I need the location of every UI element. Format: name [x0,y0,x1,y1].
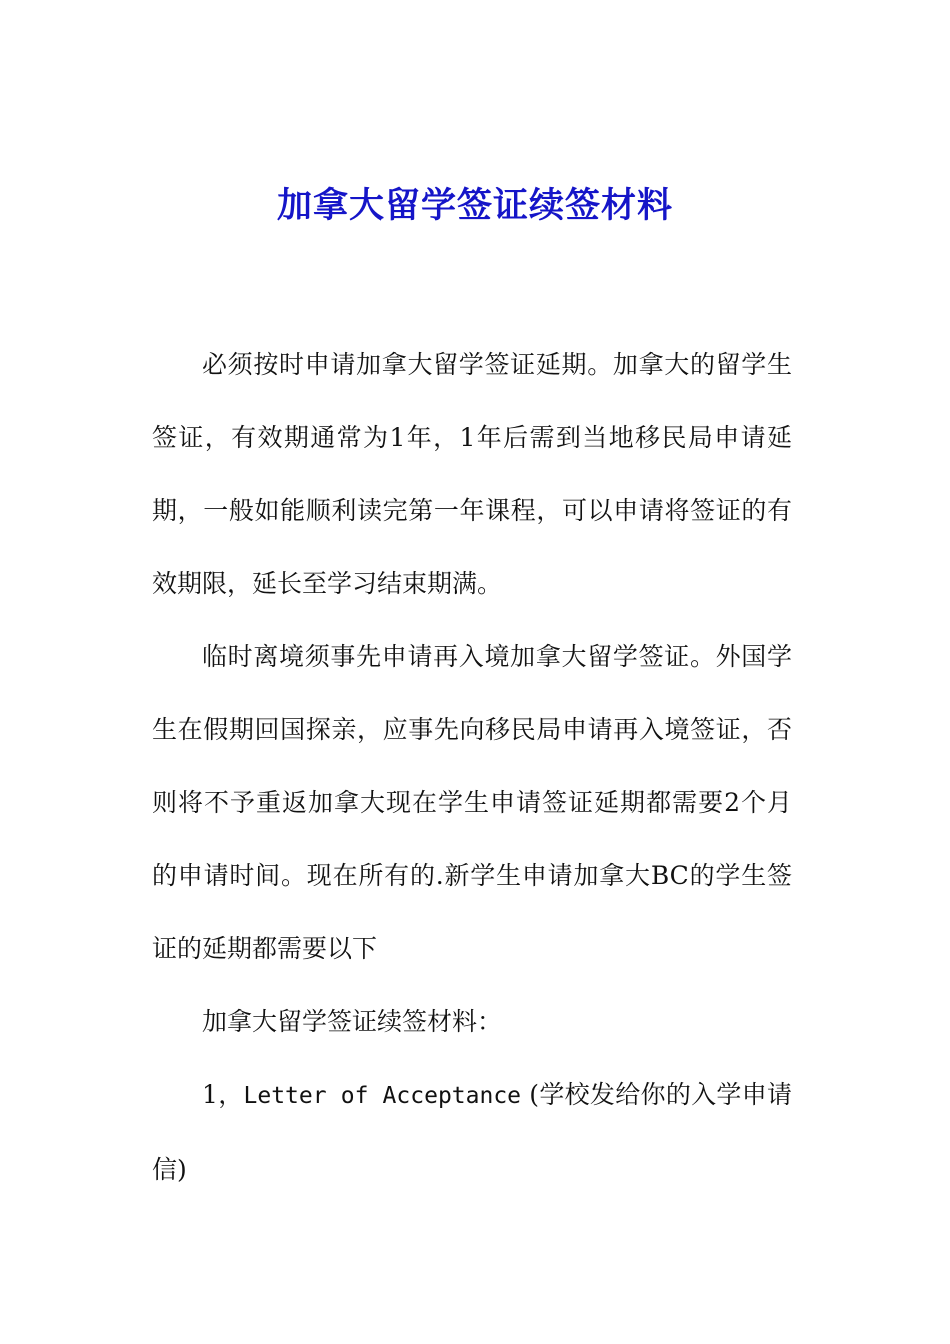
document-body [152,328,792,1206]
document-title: 加拿大留学签证续签材料 [276,185,673,226]
list-item-chinese-text: (学校发给你的入学申请信) [152,1080,792,1184]
list-item-english-text: Letter of Acceptance [243,1083,522,1109]
paragraph-materials-heading: 加拿大留学签证续签材料： [202,1007,503,1036]
paragraph-reentry-visa: 临时离境须事先申请再入境加拿大留学签证。外国学生在假期回国探亲，应事先向移民局申请再入境签证，否则将不予重返加拿大现在学生申请签证延期都需要2个月的申请时间。现在所有的.新学生申请加拿大BC的学生签证的延期都需要以下 [152,642,792,963]
list-item-letter-of-acceptance [152,1058,792,1206]
list-item-number: 1， [202,1080,244,1109]
paragraph-visa-extension: 必须按时申请加拿大留学签证延期。加拿大的留学生签证，有效期通常为1年，1年后需到当地移民局申请延期，一般如能顺利读完第一年课程，可以申请将签证的有效期限，延长至学习结束期满。 [152,350,792,598]
